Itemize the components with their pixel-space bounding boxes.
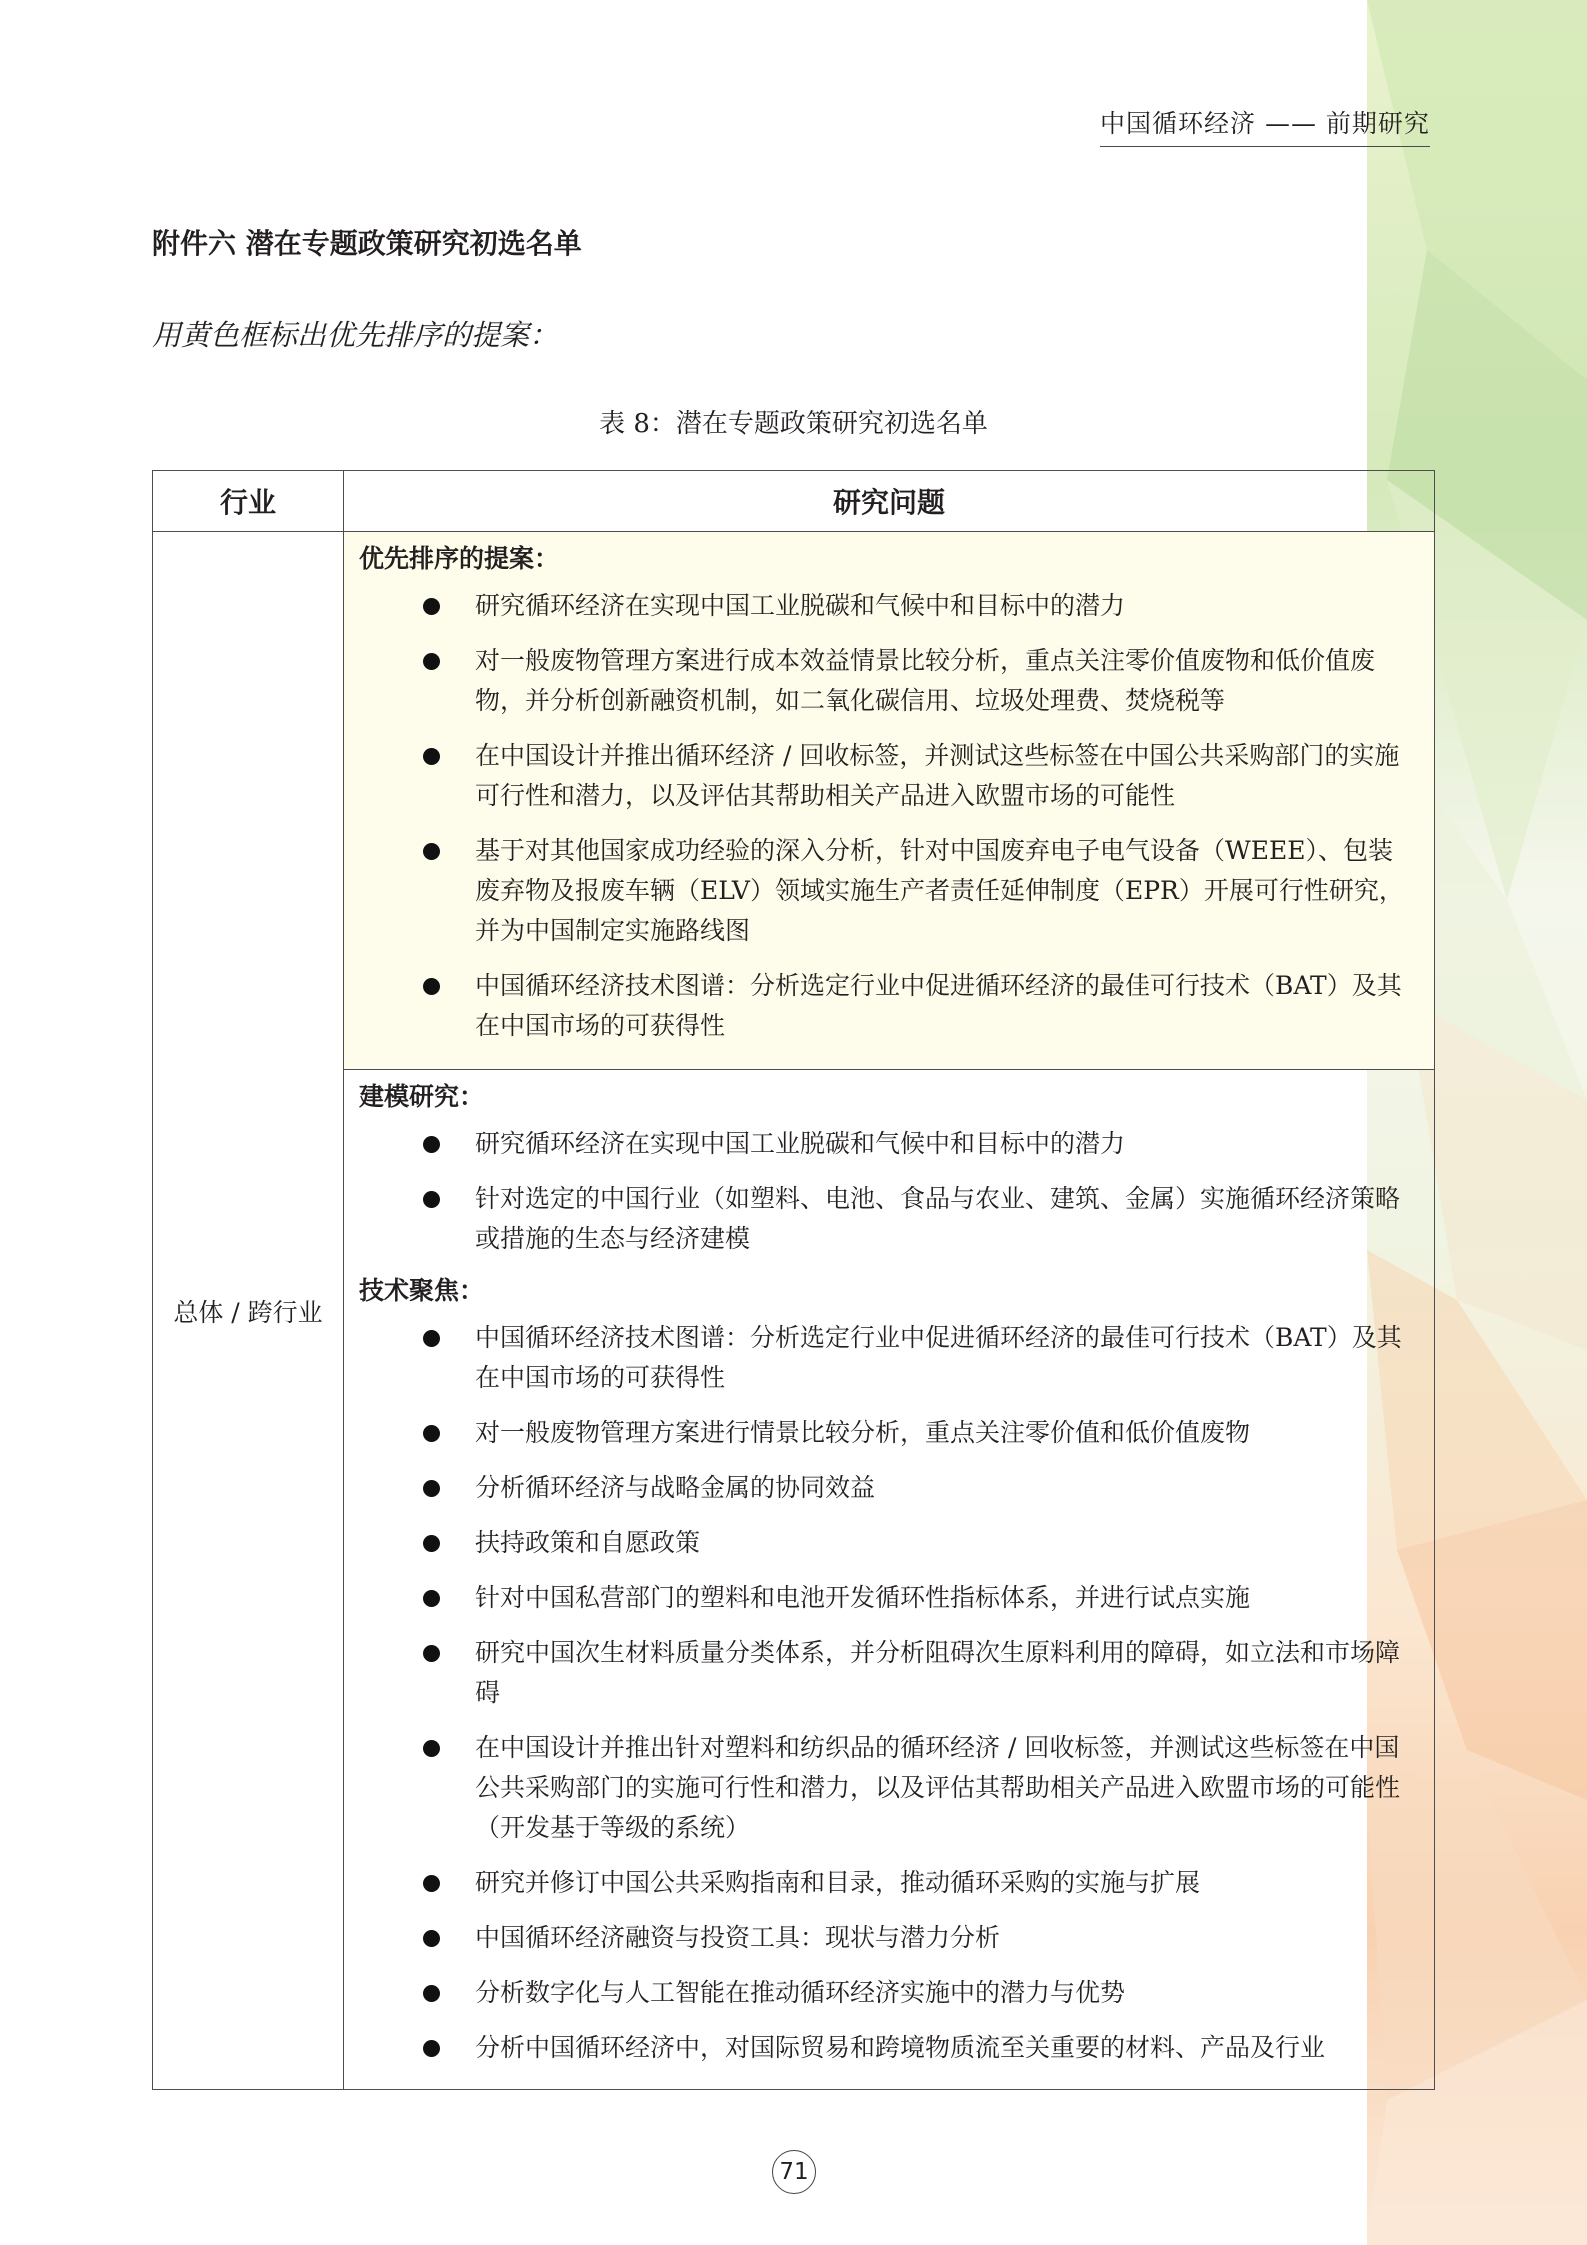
list-item: 研究并修订中国公共采购指南和目录，推动循环采购的实施与扩展	[359, 1863, 1414, 1903]
bullet-icon	[423, 1136, 440, 1153]
bullet-icon	[423, 1330, 440, 1347]
modeling-list	[359, 1124, 1414, 1259]
list-item: 中国循环经济技术图谱：分析选定行业中促进循环经济的最佳可行技术（BAT）及其在中国市场的可获得性	[359, 966, 1414, 1046]
section-label: 技术聚焦：	[359, 1276, 485, 1305]
other-research-cell	[344, 1070, 1435, 2090]
bullet-icon	[423, 978, 440, 995]
bullet-icon	[423, 1985, 440, 2002]
section-label: 建模研究：	[359, 1082, 485, 1111]
list-item: 扶持政策和自愿政策	[359, 1523, 1414, 1563]
bullet-icon	[423, 653, 440, 670]
list-item: 中国循环经济技术图谱：分析选定行业中促进循环经济的最佳可行技术（BAT）及其在中国市场的可获得性	[359, 1318, 1414, 1398]
list-item: 基于对其他国家成功经验的深入分析，针对中国废弃电子电气设备（WEEE）、包装废弃物及报废车辆（ELV）领域实施生产者责任延伸制度（EPR）开展可行性研究，并为中国制定实施路线图	[359, 831, 1414, 951]
page-number: 71	[772, 2150, 816, 2194]
list-item: 研究循环经济在实现中国工业脱碳和气候中和目标中的潜力	[359, 586, 1414, 626]
list-item: 对一般废物管理方案进行情景比较分析，重点关注零价值和低价值废物	[359, 1413, 1414, 1453]
list-item: 研究中国次生材料质量分类体系，并分析阻碍次生原料利用的障碍，如立法和市场障碍	[359, 1633, 1414, 1713]
bullet-icon	[423, 1425, 440, 1442]
bullet-icon	[423, 748, 440, 765]
bullet-icon	[423, 598, 440, 615]
bullet-icon	[423, 1875, 440, 1892]
subtitle: 用黄色框标出优先排序的提案：	[152, 318, 559, 352]
bullet-icon	[423, 1191, 440, 1208]
bullet-icon	[423, 1590, 440, 1607]
list-item: 分析中国循环经济中，对国际贸易和跨境物质流至关重要的材料、产品及行业	[359, 2028, 1414, 2068]
list-item: 在中国设计并推出循环经济 / 回收标签，并测试这些标签在中国公共采购部门的实施可行性和潜力，以及评估其帮助相关产品进入欧盟市场的可能性	[359, 736, 1414, 816]
bullet-icon	[423, 843, 440, 860]
list-item: 研究循环经济在实现中国工业脱碳和气候中和目标中的潜力	[359, 1124, 1414, 1164]
list-item: 分析循环经济与战略金属的协同效益	[359, 1468, 1414, 1508]
bullet-icon	[423, 1480, 440, 1497]
list-item: 分析数字化与人工智能在推动循环经济实施中的潜力与优势	[359, 1973, 1414, 2013]
column-header-research-question: 研究问题	[344, 471, 1435, 532]
policy-research-table	[152, 470, 1435, 2090]
list-item: 中国循环经济融资与投资工具：现状与潜力分析	[359, 1918, 1414, 1958]
list-item: 针对选定的中国行业（如塑料、电池、食品与农业、建筑、金属）实施循环经济策略或措施的生态与经济建模	[359, 1179, 1414, 1259]
bullet-icon	[423, 1930, 440, 1947]
table-caption: 表 8：潜在专题政策研究初选名单	[599, 409, 988, 439]
sector-cell: 总体 / 跨行业	[153, 532, 344, 2090]
bullet-icon	[423, 2040, 440, 2057]
header-title: 中国循环经济 —— 前期研究	[1100, 104, 1430, 147]
column-header-sector: 行业	[153, 471, 344, 532]
priority-list	[359, 586, 1414, 1046]
priority-proposals-cell	[344, 532, 1435, 1070]
technology-list	[359, 1318, 1414, 2068]
list-item: 针对中国私营部门的塑料和电池开发循环性指标体系，并进行试点实施	[359, 1578, 1414, 1618]
list-item: 对一般废物管理方案进行成本效益情景比较分析，重点关注零价值废物和低价值废物，并分析创新融资机制，如二氧化碳信用、垃圾处理费、焚烧税等	[359, 641, 1414, 721]
bullet-icon	[423, 1740, 440, 1757]
list-item: 在中国设计并推出针对塑料和纺织品的循环经济 / 回收标签，并测试这些标签在中国公共采购部门的实施可行性和潜力，以及评估其帮助相关产品进入欧盟市场的可能性（开发基于等级的系统）	[359, 1728, 1414, 1848]
bullet-icon	[423, 1535, 440, 1552]
bullet-icon	[423, 1645, 440, 1662]
section-label: 优先排序的提案：	[359, 544, 560, 573]
appendix-title: 附件六 潜在专题政策研究初选名单	[152, 227, 582, 260]
